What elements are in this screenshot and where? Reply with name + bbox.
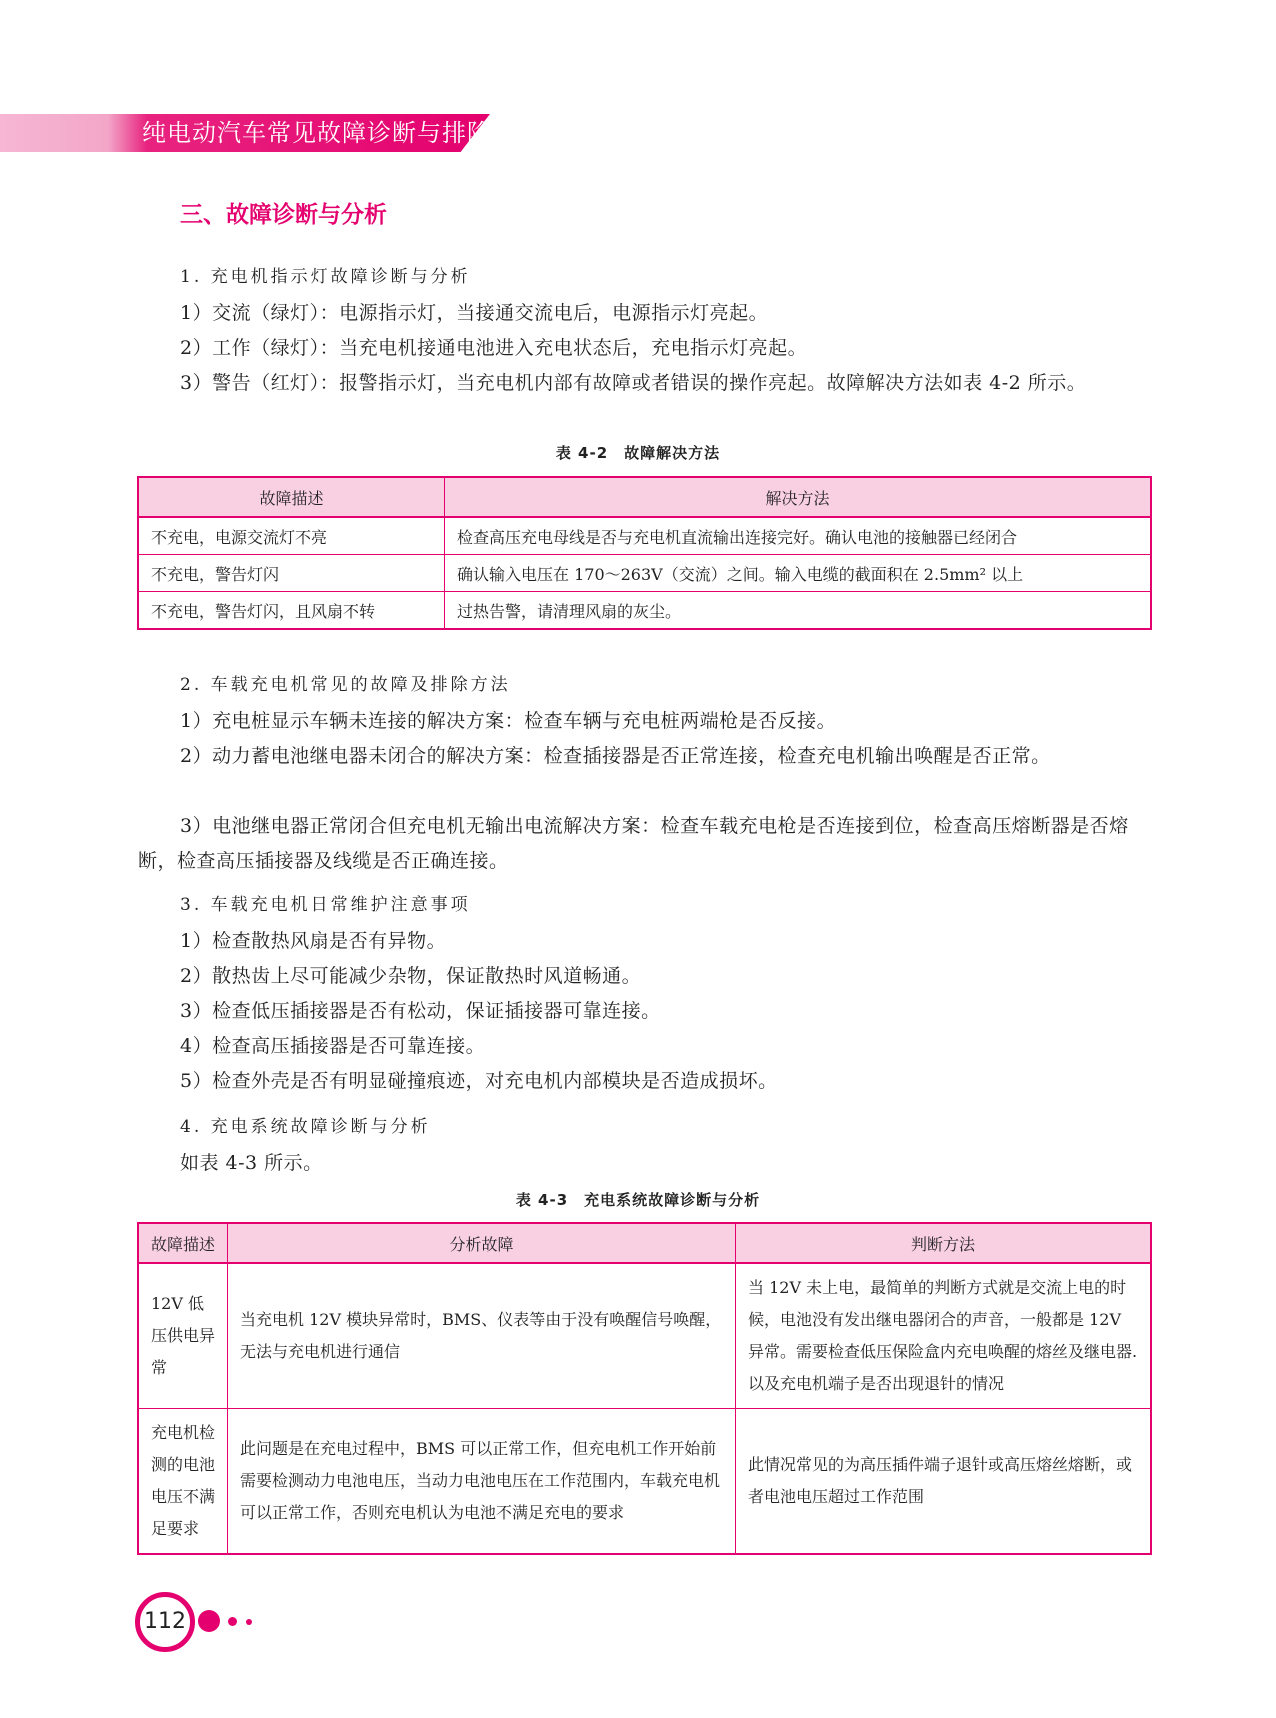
table-row bbox=[138, 592, 1151, 630]
table42 bbox=[137, 476, 1152, 630]
header-title: 纯电动汽车常见故障诊断与排除 bbox=[142, 119, 492, 147]
decorative-dot-small bbox=[246, 1619, 252, 1625]
part1-title: 1. 充电机指示灯故障诊断与分析 bbox=[180, 267, 471, 287]
part3-item-4: 4）检查高压插接器是否可靠连接。 bbox=[180, 1035, 486, 1057]
table-cell: 当 12V 未上电，最简单的判断方式就是交流上电的时候，电池没有发出继电器闭合的声音，一般都是 12V 异常。需要检查低压保险盒内充电唤醒的熔丝及继电器. 以及充电机端子是否出现退针的情况 bbox=[736, 1263, 1152, 1409]
table-row bbox=[138, 517, 1151, 555]
table-cell: 检查高压充电母线是否与充电机直流输出连接完好。确认电池的接触器已经闭合 bbox=[445, 517, 1152, 555]
table43-header: 故障描述 bbox=[138, 1223, 228, 1263]
table-cell: 此情况常见的为高压插件端子退针或高压熔丝熔断，或者电池电压超过工作范围 bbox=[736, 1409, 1152, 1555]
table-cell: 不充电，电源交流灯不亮 bbox=[138, 517, 445, 555]
part2-item-2: 2）动力蓄电池继电器未闭合的解决方案：检查插接器是否正常连接，检查充电机输出唤醒是否正常。 bbox=[180, 745, 1051, 767]
part3-item-2: 2）散热齿上尽可能减少杂物，保证散热时风道畅通。 bbox=[180, 965, 642, 987]
table-row bbox=[138, 555, 1151, 592]
part4-title: 4. 充电系统故障诊断与分析 bbox=[180, 1117, 431, 1137]
part1-item-1: 1）交流（绿灯）：电源指示灯，当接通交流电后，电源指示灯亮起。 bbox=[180, 302, 769, 324]
part3-title: 3. 车载充电机日常维护注意事项 bbox=[180, 895, 471, 915]
table-cell: 此问题是在充电过程中，BMS 可以正常工作，但充电机工作开始前需要检测动力电池电压，当动力电池电压在工作范围内，车载充电机可以正常工作，否则充电机认为电池不满足充电的要求 bbox=[228, 1409, 736, 1555]
decorative-dot-medium bbox=[228, 1617, 237, 1626]
part1-item-2: 2）工作（绿灯）：当充电机接通电池进入充电状态后，充电指示灯亮起。 bbox=[180, 337, 808, 359]
part2-item-3: 3）电池继电器正常闭合但充电机无输出电流解决方案：检查车载充电枪是否连接到位，检查高压熔断器是否熔断，检查高压插接器及线缆是否正确连接。 bbox=[138, 815, 1129, 872]
table43-header: 分析故障 bbox=[228, 1223, 736, 1263]
part3-item-1: 1）检查散热风扇是否有异物。 bbox=[180, 930, 447, 952]
table-row bbox=[138, 1409, 1151, 1555]
part2-title: 2. 车载充电机常见的故障及排除方法 bbox=[180, 675, 511, 695]
table-cell: 过热告警，请清理风扇的灰尘。 bbox=[445, 592, 1152, 630]
table42-header: 故障描述 bbox=[138, 477, 445, 517]
table-cell: 不充电，警告灯闪，且风扇不转 bbox=[138, 592, 445, 630]
section-heading: 三、故障诊断与分析 bbox=[180, 202, 387, 228]
table42-header: 解决方法 bbox=[445, 477, 1152, 517]
table-row bbox=[138, 1263, 1151, 1409]
table43-header: 判断方法 bbox=[736, 1223, 1152, 1263]
table-cell: 不充电，警告灯闪 bbox=[138, 555, 445, 592]
part4-intro: 如表 4-3 所示。 bbox=[180, 1152, 323, 1174]
table-cell: 当充电机 12V 模块异常时，BMS、仪表等由于没有唤醒信号唤醒，无法与充电机进行通信 bbox=[228, 1263, 736, 1409]
table-cell: 12V 低压供电异常 bbox=[138, 1263, 228, 1409]
table43 bbox=[137, 1222, 1152, 1555]
table43-header-row bbox=[138, 1223, 1151, 1263]
decorative-dot-large bbox=[198, 1610, 220, 1632]
table43-caption: 表 4-3 充电系统故障诊断与分析 bbox=[515, 1191, 761, 1209]
part2-item-1: 1）充电桩显示车辆未连接的解决方案：检查车辆与充电桩两端枪是否反接。 bbox=[180, 710, 837, 732]
table-cell: 确认输入电压在 170～263V（交流）之间。输入电缆的截面积在 2.5mm² 以上 bbox=[445, 555, 1152, 592]
part3-item-5: 5）检查外壳是否有明显碰撞痕迹，对充电机内部模块是否造成损坏。 bbox=[180, 1070, 778, 1092]
page-number: 112 bbox=[135, 1592, 195, 1652]
table42-header-row bbox=[138, 477, 1151, 517]
part3-item-3: 3）检查低压插接器是否有松动，保证插接器可靠连接。 bbox=[180, 1000, 661, 1022]
part1-item-3: 3）警告（红灯）：报警指示灯，当充电机内部有故障或者错误的操作亮起。故障解决方法如表 4-2 所示。 bbox=[180, 372, 1087, 394]
table-cell: 充电机检测的电池电压不满足要求 bbox=[138, 1409, 228, 1555]
table42-caption: 表 4-2 故障解决方法 bbox=[555, 444, 721, 462]
